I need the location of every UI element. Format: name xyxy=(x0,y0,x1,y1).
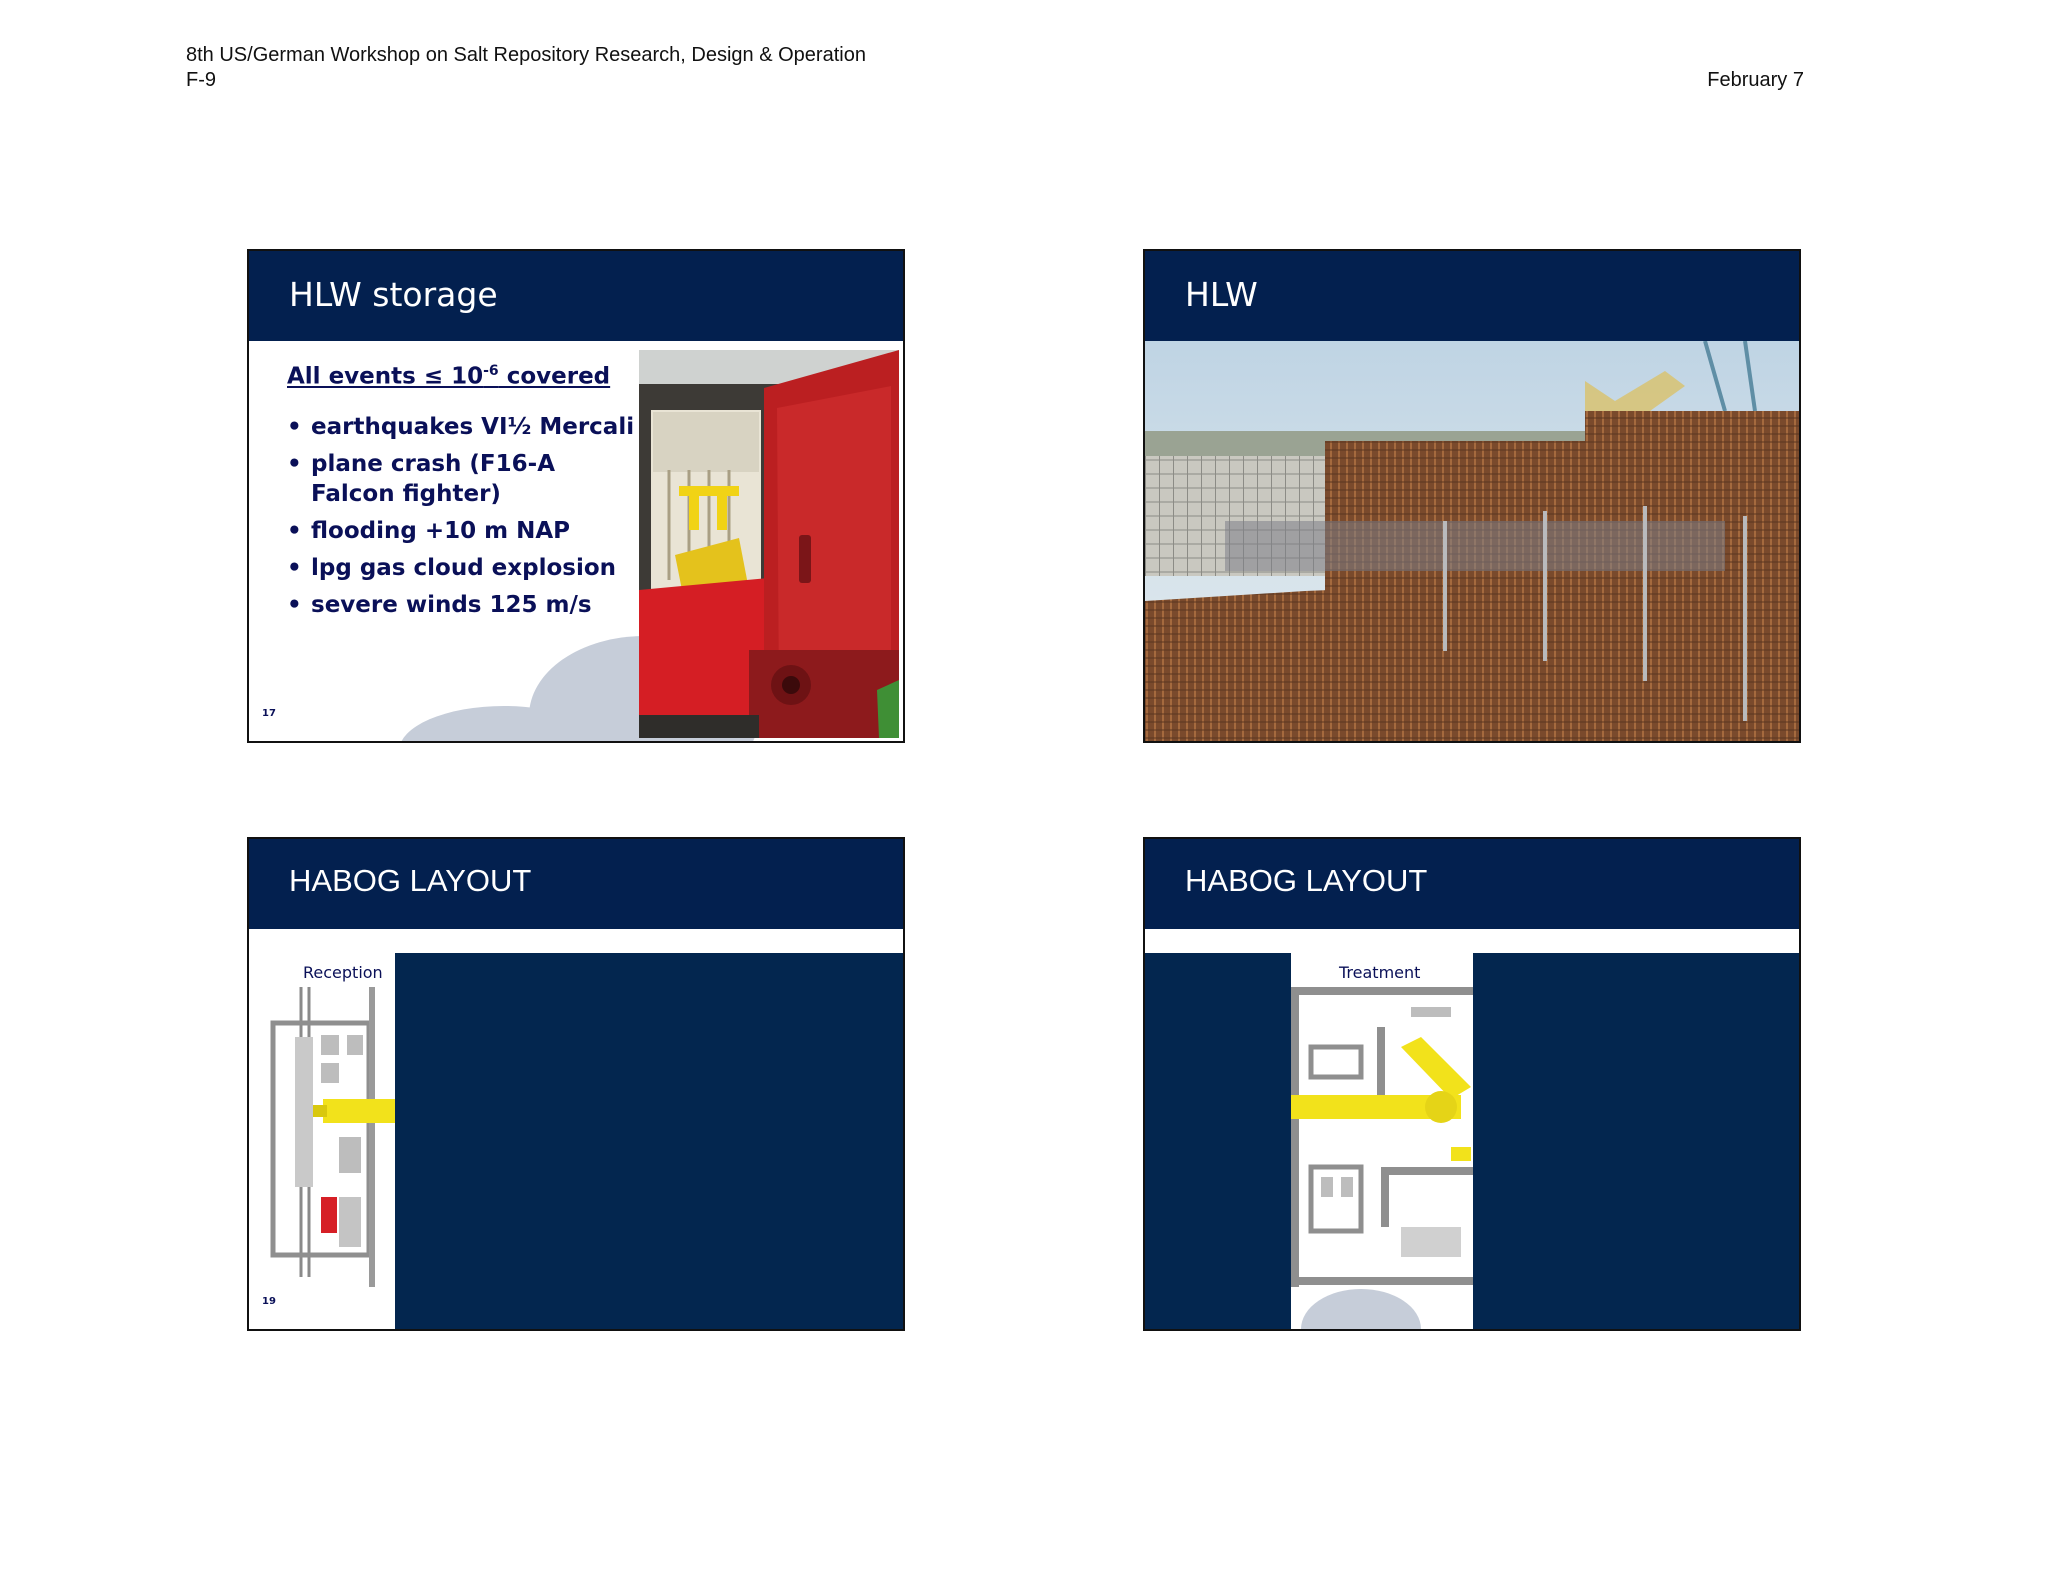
slide-title: HLW storage xyxy=(289,275,498,314)
list-item: • earthquakes VI½ Mercali xyxy=(287,412,637,442)
list-item: • severe winds 125 m/s xyxy=(287,590,637,620)
list-item: • lpg gas cloud explosion xyxy=(287,553,637,583)
slide-page-number: 17 xyxy=(262,708,276,719)
events-list xyxy=(287,363,637,627)
overlay-panel-right xyxy=(1473,953,1799,1329)
construction-site-photo xyxy=(1145,341,1799,741)
slide-page-number: 19 xyxy=(262,1296,276,1307)
slide-title: HLW xyxy=(1185,275,1258,314)
slide-title: HABOG LAYOUT xyxy=(289,863,532,898)
slide-hlw xyxy=(1143,249,1801,743)
overlay-panel xyxy=(395,953,903,1329)
slide-habog-layout-reception xyxy=(247,837,905,1331)
reception-floor-plan xyxy=(269,987,399,1287)
header-date: February 7 xyxy=(1707,69,1804,91)
list-item: • plane crash (F16-A Falcon fighter) xyxy=(287,449,637,509)
decorative-blob xyxy=(1301,1289,1421,1331)
slide-habog-layout-treatment xyxy=(1143,837,1801,1331)
slide-hlw-storage xyxy=(247,249,905,743)
list-item: • flooding +10 m NAP xyxy=(287,516,637,546)
plan-label: Reception xyxy=(303,963,383,982)
treatment-floor-plan xyxy=(1291,987,1473,1287)
document-code: F-9 xyxy=(186,69,216,91)
plan-label: Treatment xyxy=(1339,963,1421,982)
events-heading: All events ≤ $10^{-6}$ covered xyxy=(287,363,611,390)
slide-title: HABOG LAYOUT xyxy=(1185,863,1428,898)
workshop-title: 8th US/German Workshop on Salt Repository Research, Design & Operation xyxy=(186,44,866,66)
vault-door-photo xyxy=(639,350,899,738)
overlay-panel-left xyxy=(1145,953,1291,1329)
